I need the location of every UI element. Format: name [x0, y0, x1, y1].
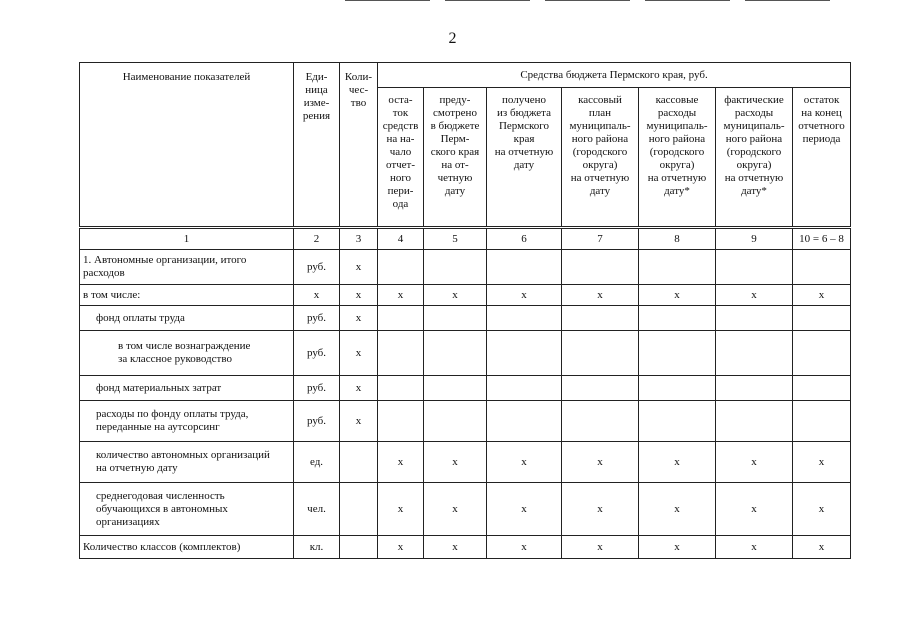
table-cell: х [378, 442, 424, 483]
table-cell: х [487, 483, 562, 536]
table-cell: х [562, 285, 639, 306]
budget-report-table [79, 62, 851, 559]
table-cell [424, 401, 487, 442]
row-name: фонд оплаты труда [80, 306, 294, 331]
table-cell: х [716, 442, 793, 483]
table-cell: х [340, 331, 378, 376]
table-cell [487, 376, 562, 401]
table-cell: х [562, 483, 639, 536]
table-cell: х [294, 285, 340, 306]
table-cell [562, 401, 639, 442]
row-name: в том числе: [80, 285, 294, 306]
table-cell: руб. [294, 376, 340, 401]
table-cell: х [793, 483, 851, 536]
table-cell: х [793, 442, 851, 483]
header-planned: преду- смотрено в бюджете Перм- ского края на от- четную дату [424, 88, 487, 228]
table-cell: х [340, 401, 378, 442]
table-cell [793, 250, 851, 285]
column-number: 7 [562, 228, 639, 250]
column-number-row [80, 228, 851, 250]
table-row [80, 331, 851, 376]
table-cell: х [562, 442, 639, 483]
table-cell: х [639, 442, 716, 483]
table-cell [639, 376, 716, 401]
column-number: 1 [80, 228, 294, 250]
table-cell [562, 376, 639, 401]
table-cell [424, 376, 487, 401]
table-cell: х [340, 376, 378, 401]
table-cell: чел. [294, 483, 340, 536]
table-cell: х [424, 483, 487, 536]
table-cell [639, 306, 716, 331]
table-cell [378, 401, 424, 442]
table-cell: х [639, 483, 716, 536]
table-cell [716, 306, 793, 331]
header-name: Наименование показателей [80, 63, 294, 228]
column-number: 10 = 6 – 8 [793, 228, 851, 250]
table-cell [340, 536, 378, 559]
row-name: фонд материальных затрат [80, 376, 294, 401]
column-number: 6 [487, 228, 562, 250]
table-cell: х [793, 536, 851, 559]
table-cell [487, 250, 562, 285]
table-cell [424, 250, 487, 285]
table-cell [639, 331, 716, 376]
table-cell: руб. [294, 250, 340, 285]
scan-edge-line [745, 0, 830, 1]
table-cell [793, 331, 851, 376]
table-cell: х [424, 442, 487, 483]
table-cell: х [562, 536, 639, 559]
header-cash-plan: кассовый план муниципаль- ного района (городского округа) на отчетную дату [562, 88, 639, 228]
table-cell [378, 306, 424, 331]
row-name: среднегодовая численность обучающихся в автономных организациях [80, 483, 294, 536]
row-name: 1. Автономные организации, итого расходов [80, 250, 294, 285]
table-cell [639, 250, 716, 285]
table-cell [487, 306, 562, 331]
table-cell [716, 401, 793, 442]
table-cell: руб. [294, 331, 340, 376]
table-cell: х [716, 483, 793, 536]
table-cell [716, 331, 793, 376]
header-received: получено из бюджета Пермского края на отчетную дату [487, 88, 562, 228]
table-cell: х [793, 285, 851, 306]
table-cell [562, 250, 639, 285]
table-row [80, 285, 851, 306]
column-number: 9 [716, 228, 793, 250]
column-number: 5 [424, 228, 487, 250]
table-cell: руб. [294, 306, 340, 331]
header-unit: Еди- ница изме- рения [294, 63, 340, 228]
table-cell: х [716, 536, 793, 559]
table-cell: х [340, 250, 378, 285]
row-name: расходы по фонду оплаты труда, переданные на аутсорсинг [80, 401, 294, 442]
table-cell: х [340, 285, 378, 306]
table-cell [340, 483, 378, 536]
table-cell [716, 250, 793, 285]
table-row [80, 483, 851, 536]
header-cash-expenses: кассовые расходы муниципаль- ного района (городского округа) на отчетную дату* [639, 88, 716, 228]
table-cell [639, 401, 716, 442]
column-number: 8 [639, 228, 716, 250]
table-row [80, 401, 851, 442]
row-name: в том числе вознаграждение за классное руководство [80, 331, 294, 376]
table-row [80, 442, 851, 483]
table-cell [562, 306, 639, 331]
table-cell [378, 250, 424, 285]
table-cell: х [424, 536, 487, 559]
header-balance-end: остаток на конец отчетного периода [793, 88, 851, 228]
column-number: 3 [340, 228, 378, 250]
table-cell: х [639, 285, 716, 306]
header-actual-expenses: фактические расходы муниципаль- ного района (городского округа) на отчетную дату* [716, 88, 793, 228]
table-row [80, 376, 851, 401]
scan-edge-line [445, 0, 530, 1]
table-cell: х [378, 285, 424, 306]
table-cell: ед. [294, 442, 340, 483]
column-number: 2 [294, 228, 340, 250]
table-cell: х [487, 442, 562, 483]
table-cell [793, 401, 851, 442]
table-cell [378, 376, 424, 401]
table-row [80, 536, 851, 559]
table-cell: х [340, 306, 378, 331]
table-row [80, 250, 851, 285]
table-row [80, 306, 851, 331]
scan-edge-line [645, 0, 730, 1]
table-cell [793, 306, 851, 331]
scan-edge-line [545, 0, 630, 1]
table-cell: х [487, 285, 562, 306]
scan-edge-line [345, 0, 430, 1]
column-number: 4 [378, 228, 424, 250]
page-number: 2 [448, 30, 457, 47]
row-name: количество автономных организаций на отчетную дату [80, 442, 294, 483]
header-balance-start: оста- ток средств на на- чало отчет- ного пери- ода [378, 88, 424, 228]
table-cell: х [378, 483, 424, 536]
header-row-top [80, 63, 851, 88]
table-cell: х [378, 536, 424, 559]
table-cell: х [716, 285, 793, 306]
table-cell [424, 331, 487, 376]
table-cell [716, 376, 793, 401]
table-cell [793, 376, 851, 401]
table-cell [487, 331, 562, 376]
table-cell: х [424, 285, 487, 306]
table-cell: кл. [294, 536, 340, 559]
table-cell [378, 331, 424, 376]
header-budget-group: Средства бюджета Пермского края, руб. [378, 63, 851, 88]
table-cell: х [639, 536, 716, 559]
row-name: Количество классов (комплектов) [80, 536, 294, 559]
table-cell: х [487, 536, 562, 559]
header-quantity: Коли- чес- тво [340, 63, 378, 228]
table-cell [487, 401, 562, 442]
table-cell [562, 331, 639, 376]
table-cell: руб. [294, 401, 340, 442]
table-cell [340, 442, 378, 483]
table-cell [424, 306, 487, 331]
